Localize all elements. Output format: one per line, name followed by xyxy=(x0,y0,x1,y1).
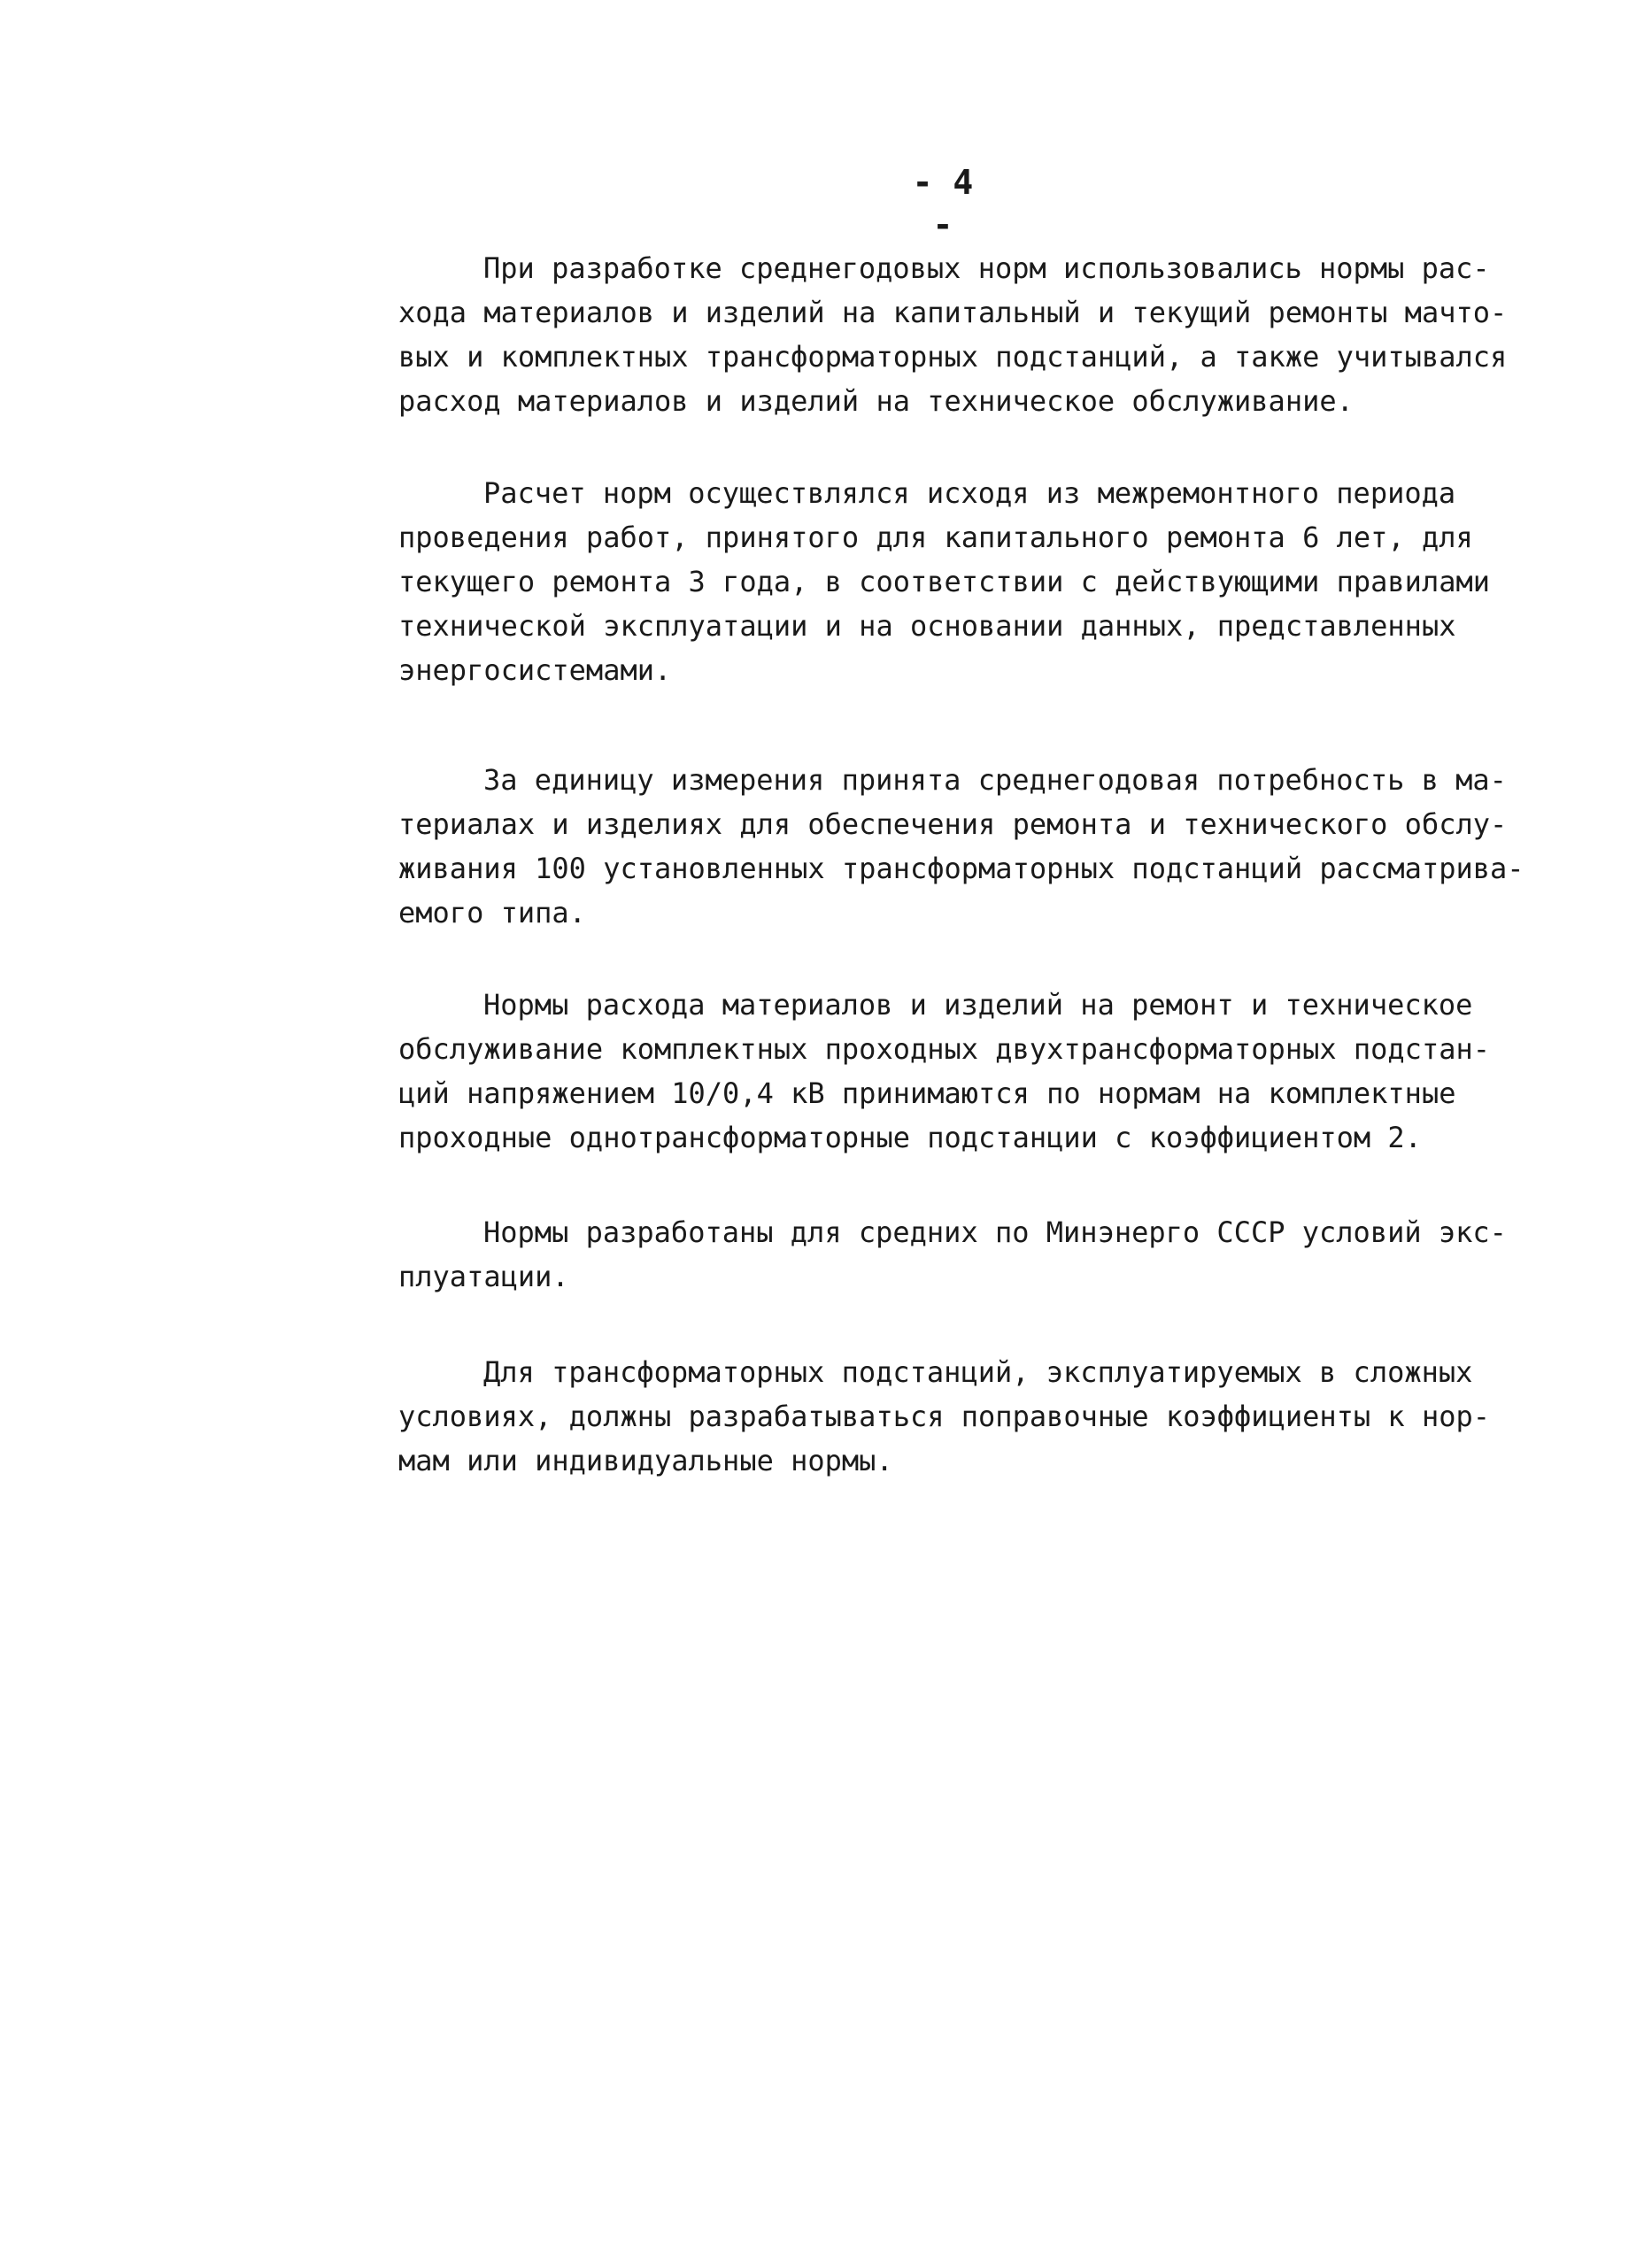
paragraph-line: хода материалов и изделий на капитальный и текущий ремонты мачто- xyxy=(398,296,1508,329)
paragraph-line: проведения работ, принятого для капитального ремонта 6 лет, для xyxy=(398,521,1473,554)
paragraph-line: ций напряжением 10/0,4 кВ принимаются по нормам на комплектные xyxy=(398,1076,1456,1110)
paragraph-4 xyxy=(398,983,1549,1160)
page-number: - 4 - xyxy=(912,163,974,244)
paragraph-line: энергосистемами. xyxy=(398,653,672,687)
paragraph-line: При разработке среднегодовых норм использовались нормы рас- xyxy=(483,251,1490,285)
paragraph-line: обслуживание комплектных проходных двухтрансформаторных подстан- xyxy=(398,1032,1490,1066)
paragraph-line: Нормы расхода материалов и изделий на ремонт и техническое xyxy=(483,988,1473,1022)
paragraph-line: технической эксплуатации и на основании данных, представленных xyxy=(398,609,1456,643)
paragraph-6 xyxy=(398,1350,1549,1483)
paragraph-line: условиях, должны разрабатываться поправочные коэффициенты к нор- xyxy=(398,1400,1490,1433)
paragraph-line: живания 100 установленных трансформаторных подстанций рассматрива- xyxy=(398,852,1524,885)
paragraph-3 xyxy=(398,758,1549,935)
paragraph-2 xyxy=(398,471,1549,692)
paragraph-line: Нормы разработаны для средних по Минэнерго СССР условий экс- xyxy=(483,1215,1507,1249)
paragraph-line: плуатации. xyxy=(398,1260,569,1293)
paragraph-line: вых и комплектных трансформаторных подстанций, а также учитывался xyxy=(398,340,1508,374)
paragraph-line: текущего ремонта 3 года, в соответствии с действующими правилами xyxy=(398,565,1490,598)
paragraph-1 xyxy=(398,246,1549,423)
paragraph-line: Расчет норм осуществлялся исходя из межремонтного периода xyxy=(483,476,1456,510)
paragraph-line: Для трансформаторных подстанций, эксплуатируемых в сложных xyxy=(483,1355,1473,1389)
paragraph-5 xyxy=(398,1210,1549,1299)
paragraph-line: проходные однотрансформаторные подстанции с коэффициентом 2. xyxy=(398,1121,1422,1154)
paragraph-line: емого типа. xyxy=(398,896,586,930)
paragraph-line: териалах и изделиях для обеспечения ремонта и технического обслу- xyxy=(398,807,1508,841)
paragraph-line: расход материалов и изделий на техническое обслуживание. xyxy=(398,384,1354,418)
paragraph-line: мам или индивидуальные нормы. xyxy=(398,1444,893,1477)
paragraph-line: За единицу измерения принята среднегодовая потребность в ма- xyxy=(483,763,1507,797)
